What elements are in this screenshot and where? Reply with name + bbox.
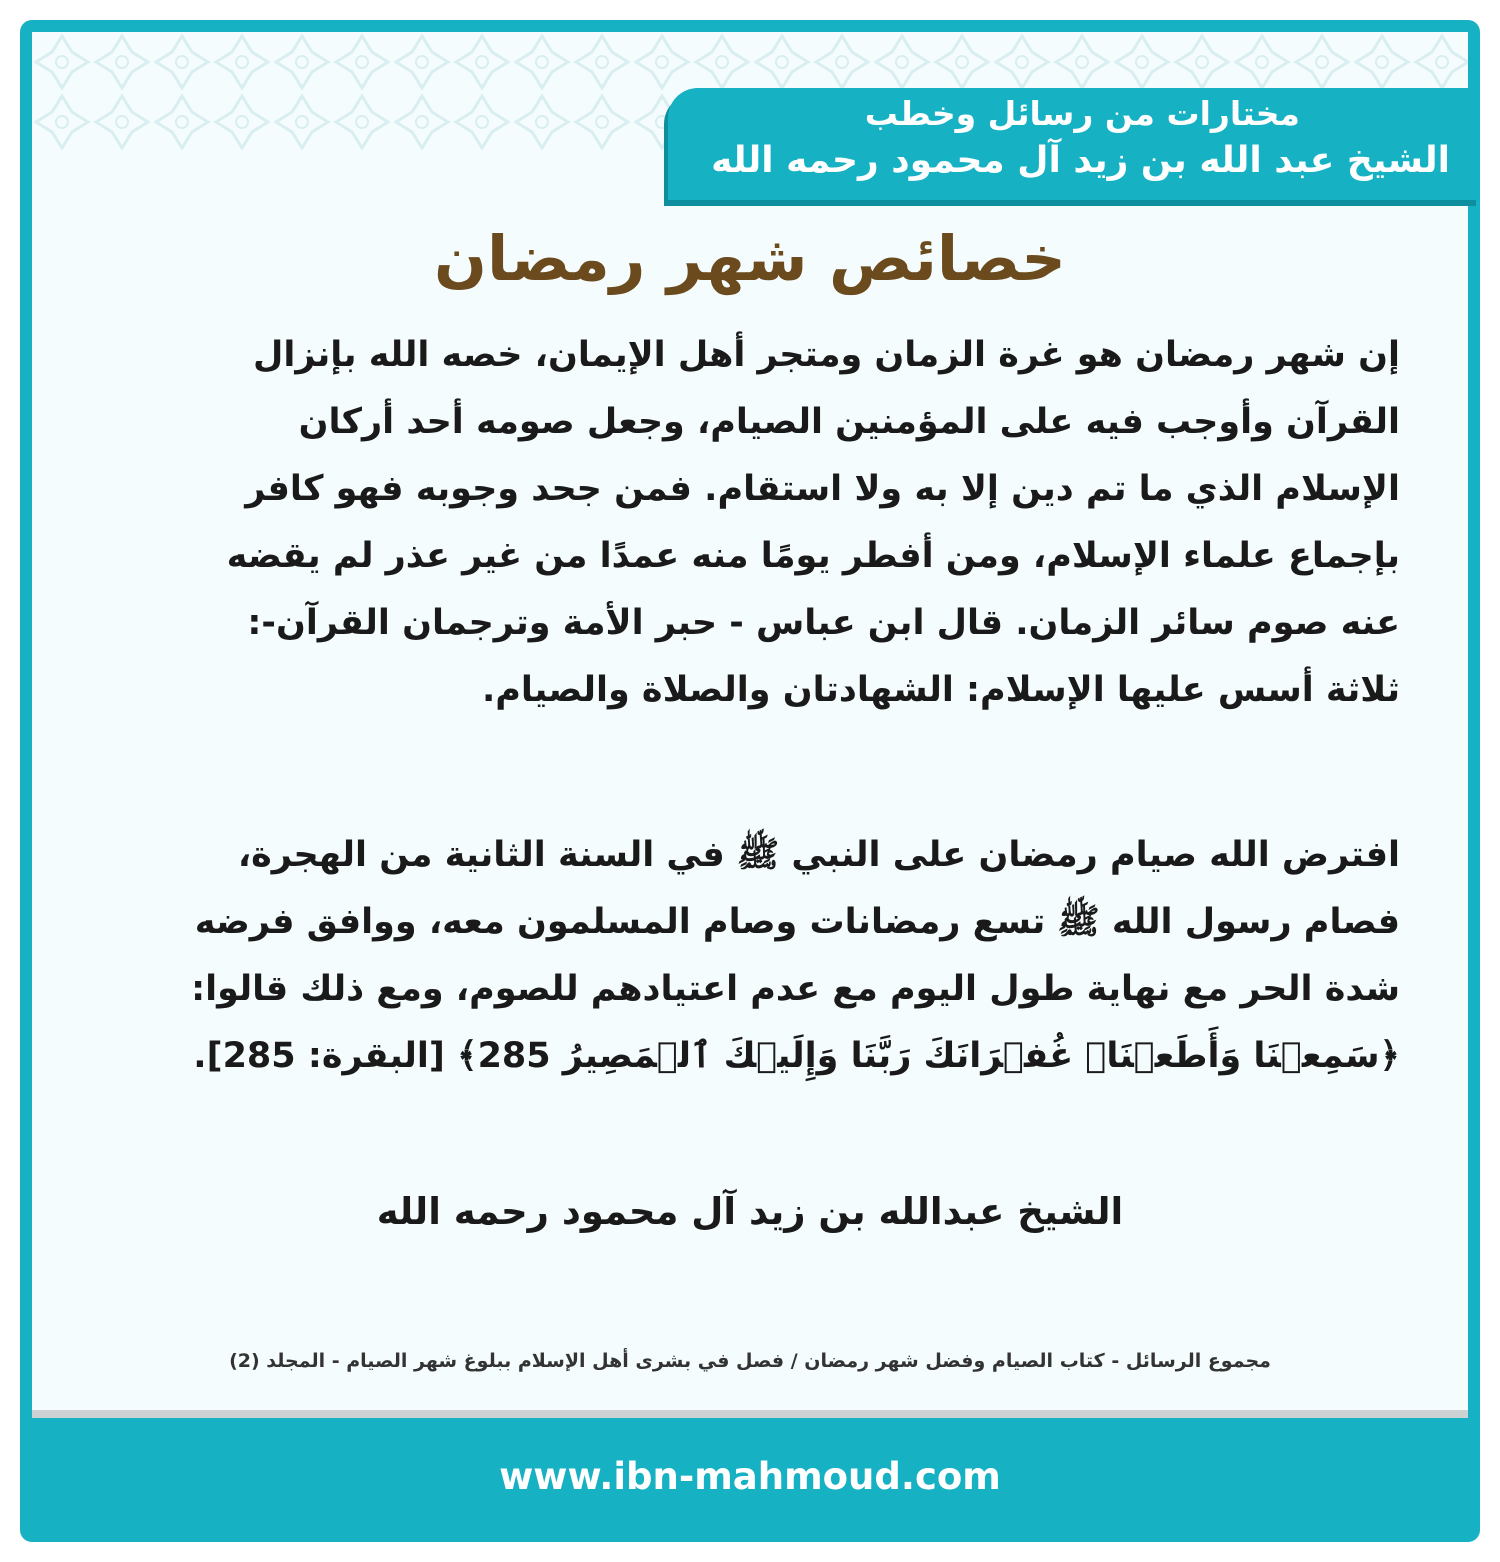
paragraph-line: فصام رسول الله ﷺ تسع رمضانات وصام المسلمون معه، ووافق فرضه xyxy=(194,902,1400,942)
website-link[interactable]: www.ibn-mahmoud.com xyxy=(499,1455,1001,1498)
paragraph-line: افترض الله صيام رمضان على النبي ﷺ في السنة الثانية من الهجرة، xyxy=(237,835,1400,875)
paragraph-line: إن شهر رمضان هو غرة الزمان ومتجر أهل الإيمان، خصه الله بإنزال xyxy=(252,335,1400,375)
paragraph-line: شدة الحر مع نهاية طول اليوم مع عدم اعتيادهم للصوم، ومع ذلك قالوا: xyxy=(191,969,1400,1009)
header-series-title: مختارات من رسائل وخطب xyxy=(864,94,1300,133)
paragraph-1 xyxy=(110,322,1400,724)
paragraph-line: القرآن وأوجب فيه على المؤمنين الصيام، وجعل صومه أحد أركان xyxy=(298,402,1400,442)
paragraph-line: عنه صوم سائر الزمان. قال ابن عباس - حبر الأمة وترجمان القرآن-: xyxy=(247,603,1400,643)
paragraph-line: بإجماع علماء الإسلام، ومن أفطر يومًا منه عمدًا من غير عذر لم يقضه xyxy=(226,536,1400,576)
page-title: خصائص شهر رمضان xyxy=(434,222,1066,295)
source-citation: مجموع الرسائل - كتاب الصيام وفضل شهر رمضان / فصل في بشرى أهل الإسلام ببلوغ شهر الصيام - المجلد (2) xyxy=(229,1350,1271,1372)
author-signature: الشيخ عبدالله بن زيد آل محمود رحمه الله xyxy=(376,1190,1124,1233)
header-author-name: الشيخ عبد الله بن زيد آل محمود رحمه الله xyxy=(711,140,1450,181)
paragraph-line: الإسلام الذي ما تم دين إلا به ولا استقام. فمن جحد وجوبه فهو كافر xyxy=(245,469,1400,509)
paragraph-line: ﴿سَمِعۡنَا وَأَطَعۡنَاۖ غُفۡرَانَكَ رَبَّنَا وَإِلَيۡكَ ٱلۡمَصِيرُ 285﴾ [البقرة: 285]. xyxy=(193,1036,1400,1076)
paragraph-2 xyxy=(110,822,1400,1090)
paragraph-line: ثلاثة أسس عليها الإسلام: الشهادتان والصلاة والصيام. xyxy=(481,670,1400,710)
